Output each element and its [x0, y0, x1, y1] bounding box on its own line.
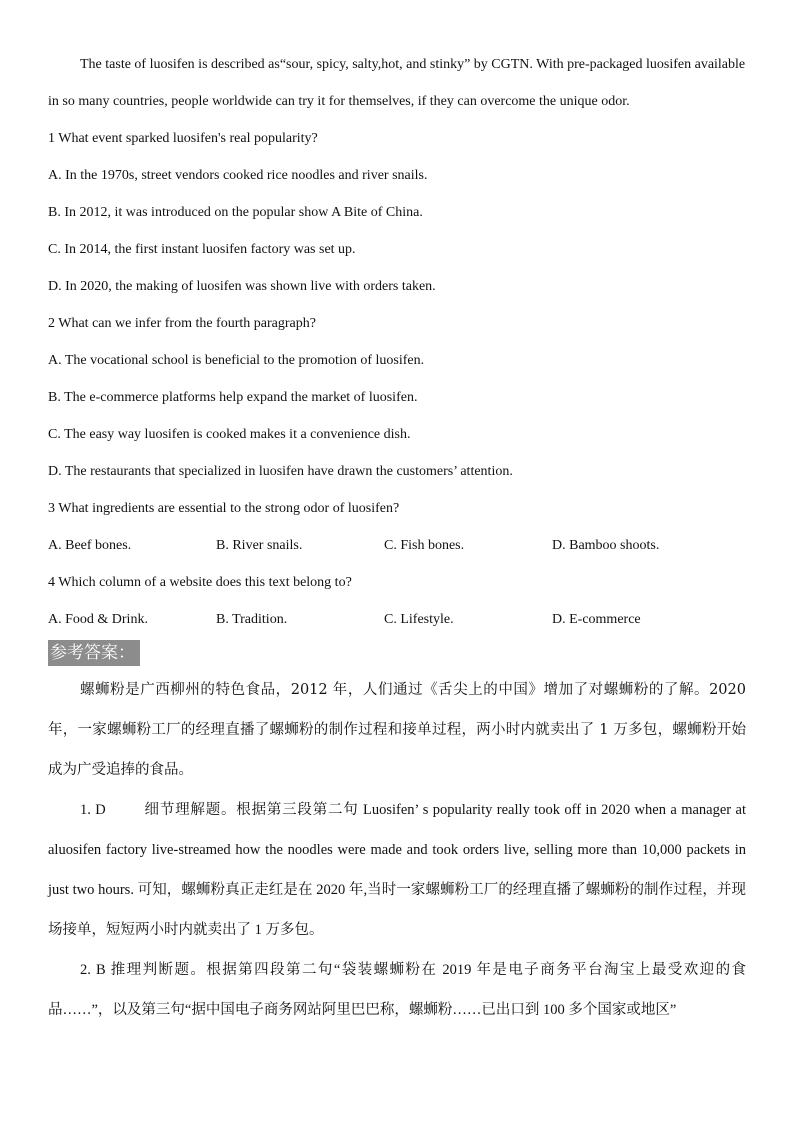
- question-stem: 3 What ingredients are essential to the strong odor of luosifen?: [48, 501, 400, 516]
- option-b: B. River snails.: [216, 538, 303, 553]
- options-row: [48, 601, 746, 638]
- answer-text: 推理判断题。根据第四段第二句“袋装螺蛳粉在 2019 年是电子商务平台淘宝上最受欢迎的食品……”，以及第三句“据中国电子商务网站阿里巴巴称，螺蛳粉……已出口到 100 多个国家或地区”: [48, 962, 747, 1018]
- option-a: A. In the 1970s, street vendors cooked rice noodles and river snails.: [48, 168, 428, 183]
- option-b: B. Tradition.: [216, 612, 288, 627]
- question-1: [48, 120, 746, 305]
- option-d: D. The restaurants that specialized in luosifen have drawn the customers’ attention.: [48, 464, 513, 479]
- option-c: C. The easy way luosifen is cooked makes it a convenience dish.: [48, 427, 411, 442]
- option-d: D. In 2020, the making of luosifen was shown live with orders taken.: [48, 279, 436, 294]
- question-stem: 2 What can we infer from the fourth paragraph?: [48, 316, 316, 331]
- option-d: D. E-commerce: [552, 612, 641, 627]
- option-b: B. The e-commerce platforms help expand the market of luosifen.: [48, 390, 418, 405]
- option-a: A. The vocational school is beneficial to the promotion of luosifen.: [48, 353, 425, 368]
- answer-summary: 螺蛳粉是广西柳州的特色食品，2012 年，人们通过《舌尖上的中国》增加了对螺蛳粉的了解。2020 年，一家螺蛳粉工厂的经理直播了螺蛳粉的制作过程和接单过程，两小时内就卖出了 1 万多包，螺蛳粉开始成为广受追捧的食品。: [48, 682, 746, 778]
- question-3: [48, 490, 746, 564]
- question-2: [48, 305, 746, 490]
- option-a: A. Beef bones.: [48, 538, 132, 553]
- passage-paragraph: The taste of luosifen is described as“sour, spicy, salty,hot, and stinky” by CGTN. With pre-packaged luosifen available in so many countries, people worldwide can try it for themselves, if they can overcome the unique odor.: [48, 57, 746, 109]
- question-stem: 4 Which column of a website does this text belong to?: [48, 575, 352, 590]
- option-c: C. Lifestyle.: [384, 612, 454, 627]
- question-4: [48, 564, 746, 638]
- answer-section: [48, 638, 746, 1030]
- answer-number: 2. B: [80, 962, 106, 978]
- answer-text: 细节理解题。根据第三段第二句 Luosifen’ s popularity really took off in 2020 when a manager at aluosifen factory live-streamed how the noodles were made and took orders live, selling more than 10,000 packets in just two hours. 可知，螺蛳粉真正走红是在 2020 年,当时一家螺蛳粉工厂的经理直播了螺蛳粉的制作过程，并现场接单，短短两小时内就卖出了 1 万多包。: [48, 802, 746, 938]
- option-d: D. Bamboo shoots.: [552, 538, 660, 553]
- option-a: A. Food & Drink.: [48, 612, 148, 627]
- answer-number: 1. D: [80, 802, 106, 818]
- options-row: [48, 527, 746, 564]
- answer-explanation-2: [48, 950, 746, 1030]
- question-stem: 1 What event sparked luosifen's real popularity?: [48, 131, 318, 146]
- answer-explanation-1: [48, 790, 746, 950]
- option-b: B. In 2012, it was introduced on the popular show A Bite of China.: [48, 205, 423, 220]
- option-c: C. In 2014, the first instant luosifen factory was set up.: [48, 242, 356, 257]
- option-c: C. Fish bones.: [384, 538, 465, 553]
- answer-heading: 参考答案：: [48, 640, 140, 666]
